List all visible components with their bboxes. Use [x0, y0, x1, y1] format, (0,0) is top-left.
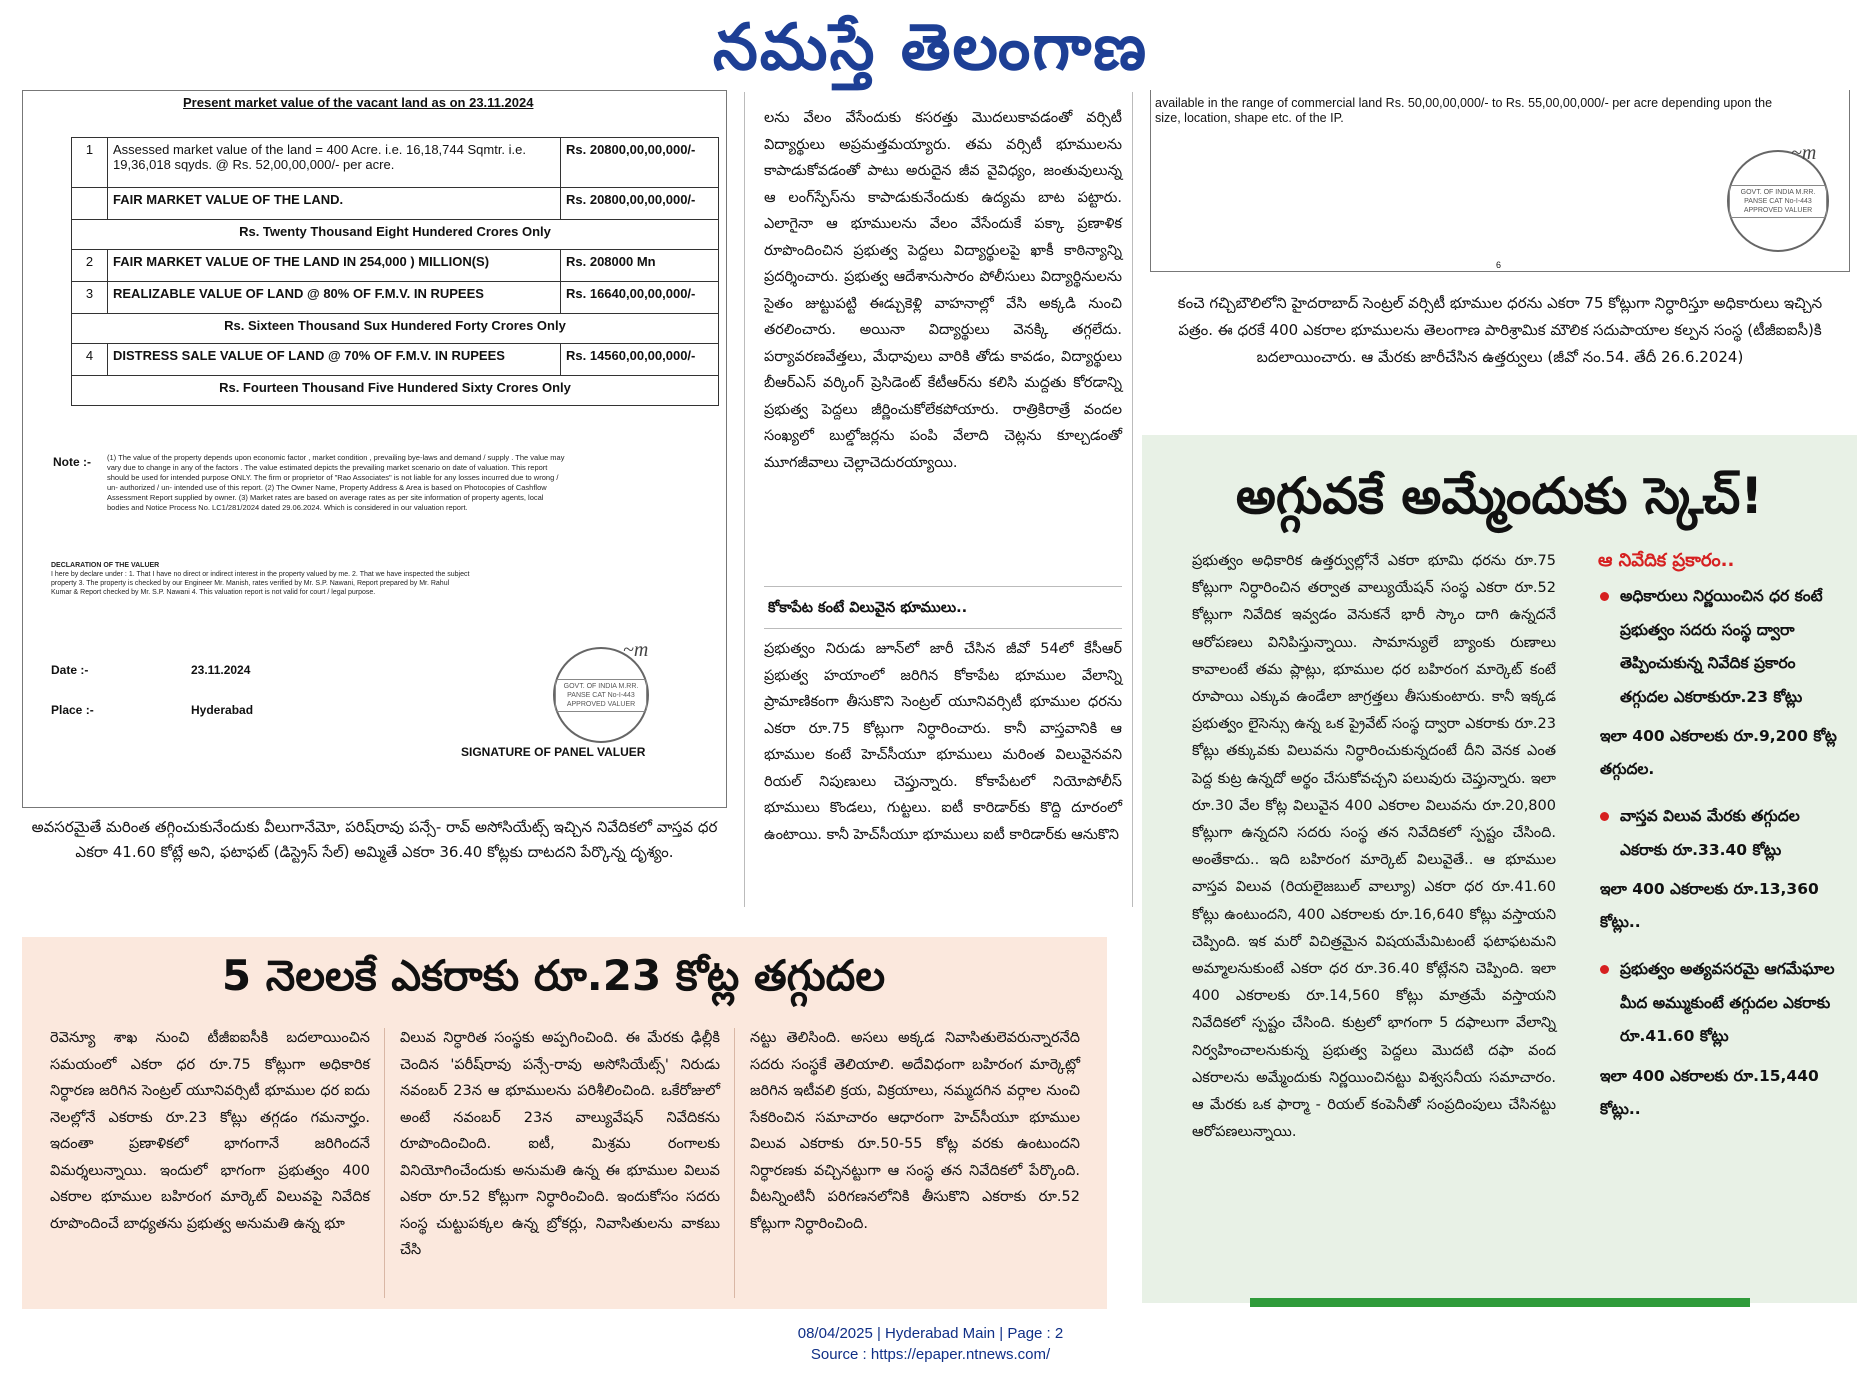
- green-accent-bar: [1250, 1298, 1750, 1307]
- bottom-story-column-1: రెవెన్యూ శాఖ నుంచి టీజీఐఐసీకి బదలాయించిన సమయంలో ఎకరా ధర రూ.75 కోట్లుగా అధికారిక నిర్ధారణ జరిగిన సెంట్రల్ యూనివర్సిటీ భూముల ధర ఐదు నెలల్లోనే ఎకరాకు రూ.23 కోట్లు తగ్గడం గమనార్హం. ఇదంతా ప్రణాళికలో భాగంగానే జరిగిందనే విమర్శలున్నాయి. ఇందులో భాగంగా ప్రభుత్వం 400 ఎకరాల భూముల బహిరంగ మార్కెట్ విలువపై నివేదిక రూపొందించే బాధ్యతను ప్రభుత్వ అనుమతి ఉన్న భూ: [50, 1030, 370, 1232]
- row-description: REALIZABLE VALUE OF LAND @ 80% OF F.M.V. IN RUPEES: [108, 282, 561, 314]
- row-description: FAIR MARKET VALUE OF THE LAND IN 254,000 ) MILLION(S): [108, 250, 561, 282]
- declaration-heading: DECLARATION OF THE VALUER: [51, 562, 160, 569]
- row-amount: Rs. 208000 Mn: [561, 250, 719, 282]
- bottom-story-headline: 5 నెలలకే ఎకరాకు రూ.23 కోట్ల తగ్గుదల: [221, 951, 886, 1000]
- summary-total: ఇలా 400 ఎకరాలకు రూ.9,200 కోట్ల తగ్గుదల.: [1600, 727, 1837, 778]
- sidebar-story-headline: అగ్గువకే అమ్మేందుకు స్కెచ్!: [1235, 467, 1764, 525]
- table-row-words: [72, 220, 719, 250]
- amount-in-words: Rs. Fourteen Thousand Five Hundered Sixty Crores Only: [72, 376, 719, 406]
- row-number: 3: [72, 282, 108, 314]
- place-value: Hyderabad: [191, 703, 254, 717]
- amount-in-words: Rs. Sixteen Thousand Sux Hundered Forty Crores Only: [72, 314, 719, 344]
- note-text: (1) The value of the property depends upon economic factor , market condition , prevailing bye-laws and demand / supply . The value may vary due to change in any of the factors . The value estimated depicts the prevailing market scenario on date of valuation. This report should be used for intended purpose ONLY. The firm or proprietor of "Rao Associates" is not liable for any losses incurred due to wrong / un- authorized / un- intended use of this report. (2) The Owner Name, Property Address & Area is based on Photocopies of Cashflow Assessment Report supplied by owner. (3) Market rates are based on average rates as per site information of property agents, local bodies and Notice Process No. LC1/281/2024 dated 29.06.2024. Which is considered in our valuation report.: [107, 453, 565, 512]
- row-amount: Rs. 20800,00,00,000/-: [561, 138, 719, 188]
- document-text: available in the range of commercial land Rs. 50,00,00,000/- to Rs. 55,00,00,000/- per acre depending upon the size, location, shape etc. of the IP.: [1155, 96, 1773, 125]
- row-amount: Rs. 16640,00,00,000/-: [561, 282, 719, 314]
- amount-in-words: Rs. Twenty Thousand Eight Hundered Crores Only: [72, 220, 719, 250]
- table-row: [72, 250, 719, 282]
- section-divider: [764, 628, 1122, 629]
- report-heading: Present market value of the vacant land as on 23.11.2024: [183, 95, 534, 110]
- note-label: Note :-: [53, 455, 91, 469]
- row-number: 1: [72, 138, 108, 188]
- summary-item: ప్రభుత్వం అత్యవసరమై ఆగమేఘాల మీద అమ్ముకుంటే తగ్గుదల ఎకరాకు రూ.41.60 కోట్లు: [1590, 953, 1845, 1054]
- table-row: [72, 282, 719, 314]
- date-label: Date :-: [51, 663, 89, 677]
- table-row-words: [72, 314, 719, 344]
- bottom-story-column-3: నట్టు తెలిసింది. అసలు అక్కడ నివాసితులెవరున్నారనేది సదరు సంస్థకే తెలియాలి. అదేవిధంగా బహిరంగ మార్కెట్లో జరిగిన ఇటీవలి క్రయ, విక్రయాలు, నమ్మదగిన వర్గాల నుంచి సేకరించిన సమాచారం ఆధారంగా హెచ్‌సీయూ భూముల విలువ ఎకరాకు రూ.50-55 కోట్ల వరకు ఉంటుందని నిర్ధారణకు వచ్చినట్టుగా ఆ సంస్థ తన నివేదికలో పేర్కొంది. వీటన్నింటినీ పరిగణనలోనికి తీసుకొని ఎకరాకు రూ.52 కోట్లుగా నిర్ధారించింది.: [750, 1030, 1080, 1232]
- right-image-caption: కంచె గచ్చిబౌలిలోని హైదరాబాద్ సెంట్రల్ వర్సిటీ భూముల ధరను ఎకరా 75 కోట్లుగా నిర్ధారిస్తూ అధికారులు ఇచ్చిన పత్రం. ఈ ధరకే 400 ఎకరాల భూములను తెలంగాణ పారిశ్రామిక మౌలిక సదుపాయాల కల్పన సంస్థ (టీజీఐఐసీ)కి బదలాయించారు. ఆ మేరకు జారీచేసిన ఉత్తర్వులు (జీవో నం.54. తేదీ 26.6.2024): [1177, 294, 1823, 366]
- summary-heading: ఆ నివేదిక ప్రకారం..: [1598, 550, 1735, 571]
- table-row: [72, 344, 719, 376]
- summary-total: ఇలా 400 ఎకరాలకు రూ.13,360 కోట్లు..: [1600, 880, 1819, 931]
- bottom-story-column-2: విలువ నిర్ధారిత సంస్థకు అప్పగించింది. ఈ మేరకు ఢిల్లీకి చెందిన 'పరీష్‌రావు పన్సే-రావు అసోసియేట్స్' నిరుడు నవంబర్ 23న ఆ భూములను పరిశీలించింది. ఒకేరోజులో అంటే నవంబర్ 23న వాల్యువేషన్ నివేదికను రూపొందించింది. ఐటీ, మిశ్రమ రంగాలకు వినియోగించేందుకు అనుమతి ఉన్న ఈ భూముల విలువ ఎకరా రూ.52 కోట్లుగా నిర్ధారించింది. ఇందుకోసం సదరు సంస్థ చుట్టుపక్కల ఉన్న బ్రోకర్లు, నివాసితులను వాకబు చేసి: [400, 1030, 720, 1258]
- middle-column-text-1: లను వేలం వేసేందుకు కసరత్తు మొదలుకావడంతో వర్సిటీ విద్యార్థులు అప్రమత్తమయ్యారు. తమ వర్సిటీ భూములను కాపాడుకోవడంతో పాటు అరుదైన జీవ వైవిధ్యం, జంతువులున్న ఆ లంగ్‌స్పేస్‌ను కాపాడుకునేందుకు ఉద్యమ బాట పట్టారు. ఎలాగైనా ఆ భూములను వేలం వేసేందుకే పక్కా ప్రణాళిక రూపొందించిన ప్రభుత్వ పెద్దలు విద్యార్థులపై ఖాకీ కాఠిన్యాన్ని ప్రదర్శించారు. ప్రభుత్వ ఆదేశానుసారం పోలీసులు విద్యార్థినులను సైతం జుట్టుపట్టి ఈడ్చుకెళ్లి వాహనాల్లో వేసి అక్కడి నుంచి తరలించారు. అయినా విద్యార్థులు వెనక్కి తగ్గలేదు. పర్యావరణవేత్తలు, మేధావులు వారికి తోడు కావడం, విద్యార్థులు బీఆర్‌ఎస్ వర్కింగ్ ప్రెసిడెంట్ కేటీఆర్‌ను కలిసి మద్దతు కోరడాన్ని ప్రభుత్వ పెద్దలు జీర్ణించుకోలేకపోయారు. రాత్రికిరాత్రే వందల సంఖ్యలో బుల్డోజర్లను పంపి వేలాది చెట్లను కూల్చడంతో మూగజీవాలు చెల్లాచెదురయ్యాయి.: [764, 110, 1122, 471]
- row-description: DISTRESS SALE VALUE OF LAND @ 70% OF F.M.V. IN RUPEES: [108, 344, 561, 376]
- row-amount: Rs. 20800,00,00,000/-: [561, 188, 719, 220]
- signature-label: SIGNATURE OF PANEL VALUER: [461, 745, 646, 759]
- row-number: [72, 188, 108, 220]
- government-order-image: [1150, 90, 1850, 272]
- column-divider: [384, 1028, 385, 1298]
- row-description: FAIR MARKET VALUE OF THE LAND.: [108, 188, 561, 220]
- seal-text: GOVT. OF INDIA M.RR. PANSE CAT No-I-443 APPROVED VALUER: [1729, 185, 1827, 218]
- date-value: 23.11.2024: [191, 663, 251, 677]
- seal-text: GOVT. OF INDIA M.RR. PANSE CAT No-I-443 APPROVED VALUER: [555, 679, 647, 712]
- signature-mark: ~m: [1791, 142, 1817, 164]
- table-row: [72, 138, 719, 188]
- place-label: Place :-: [51, 703, 94, 717]
- valuer-seal: [1727, 150, 1829, 252]
- summary-item: వాస్తవ విలువ మేరకు తగ్గుదల ఎకరాకు రూ.33.40 కోట్లు: [1590, 800, 1845, 867]
- sidebar-story-body: ప్రభుత్వం అధికారిక ఉత్తర్వుల్లోనే ఎకరా భూమి ధరను రూ.75 కోట్లుగా నిర్ధారించిన తర్వాత వాల్యుయేషన్ సంస్థ ఎకరా రూ.52 కోట్లుగా నివేదిక ఇవ్వడం వెనుకనే భారీ స్కాం దాగి ఉన్నదనే ఆరోపణలు వినిపిస్తున్నాయి. సామాన్యులే బ్యాంకు రుణాలు కావాలంటే తమ ప్లాట్లు, భూముల ధర బహిరంగ మార్కెట్ కంటే రూపాయి ఎక్కువ ఉండేలా జాగ్రత్తలు తీసుకుంటారు. కానీ ఇక్కడ ప్రభుత్వం లైసెన్సు ఉన్న ఒక ప్రైవేట్ సంస్థ ద్వారా ఎకరాకు రూ.23 కోట్లు తక్కువకు విలువను నిర్ధారించుకున్నదంటే దీని వెనక ఎంత పెద్ద కుట్ర ఉన్నదో అర్థం చేసుకోవచ్చని పలువురు చెప్తున్నారు. ఇలా రూ.30 వేల కోట్ల విలువైన 400 ఎకరాల విలువను రూ.20,800 కోట్లుగా ఉన్నదని సదరు సంస్థ తన నివేదికలో స్పష్టం చేసింది. అంతేకాదు.. ఇది బహిరంగ మార్కెట్ విలువైతే.. ఆ భూముల వాస్తవ విలువ (రియలైజబుల్ వాల్యూ) ఎకరా ధర రూ.41.60 కోట్లు ఉంటుందని, 400 ఎకరాలకు రూ.16,640 కోట్లు వస్తాయని చెప్పింది. ఇక మరో విచిత్రమైన విషయమేమిటంటే ఫటాఫటమని అమ్మాలనుకుంటే ఎకరా ధర రూ.36.40 కోట్లేనని చెప్పింది. ఇలా 400 ఎకరాలకు రూ.14,560 కోట్లు మాత్రమే వస్తాయని నివేదికలో స్పష్టం చేసింది. కుట్రలో భాగంగా 5 దఫాలుగా వేలాన్ని నిర్వహించాలనుకున్న ప్రభుత్వ పెద్దలు మొదటి దఫా వంద ఎకరాలను అమ్మేందుకు నిర్ణయించినట్టు విశ్వసనీయ సమాచారం. ఆ మేరకు ఒక ఫార్మా - రియల్ కంపెనీతో సంప్రదింపులు చేసినట్టు ఆరోపణలున్నాయి.: [1192, 553, 1556, 1141]
- page-footer-info: 08/04/2025 | Hyderabad Main | Page : 2: [797, 1325, 1064, 1342]
- summary-total: ఇలా 400 ఎకరాలకు రూ.15,440 కోట్లు..: [1600, 1066, 1819, 1118]
- table-row: [72, 188, 719, 220]
- column-divider: [734, 1028, 735, 1298]
- document-page-number: 6: [1496, 260, 1502, 270]
- masthead-logo: నమస్తే తెలంగాణ: [712, 11, 1149, 85]
- column-divider: [1132, 92, 1133, 907]
- middle-subheading: కోకాపేట కంటే విలువైన భూములు..: [768, 600, 968, 616]
- declaration-text: I here by declare under : 1. That I have no direct or indirect interest in the property valued by me. 2. That we have inspected the subject property 3. The property is checked by our Engineer Mr. Manish, rates verified by Mr. S.P. Nawani, Report prepared by Mr. Rahul Kumar & Report checked by Mr. S.P. Nawani 4. This valuation report is not valid for court / legal purpose.: [51, 571, 470, 596]
- table-row-words: [72, 376, 719, 406]
- middle-column-text-2: ప్రభుత్వం నిరుడు జూన్‌లో జారీ చేసిన జీవో 54లో కేసీఆర్ ప్రభుత్వ హయాంలో జరిగిన కోకాపేట భూముల వేలాన్ని ప్రామాణికంగా తీసుకొని సెంట్రల్ యూనివర్సిటీ భూముల ధరను ఎకరా రూ.75 కోట్లుగా నిర్ధారించారు. కానీ వాస్తవానికి ఆ భూముల కంటే హెచ్‌సీయూ భూములు మరింత విలువైనవని రియల్ నిపుణులు చెప్తున్నారు. కోకాపేటలో నియోపోలీస్ భూములు కొండలు, గుట్టలు. ఐటీ కారిడార్‌కు కొద్ది దూరంలో ఉంటాయి. కానీ హెచ్‌సీయూ భూములు ఐటీ కారిడార్‌కు ఆనుకొని: [764, 641, 1122, 843]
- valuation-report-image: [22, 90, 727, 808]
- left-image-caption: అవసరమైతే మరింత తగ్గించుకునేందుకు వీలుగానేమో, పరిష్‌రావు పన్సే- రావ్ అసోసియేట్స్ ఇచ్చిన నివేదికలో వాస్తవ ధర ఎకరా 41.60 కోట్లే అని, ఫటాఫట్ (డిస్ట్రెస్ సేల్) అమ్మితే ఎకరా 36.40 కోట్లకు దాటదని పేర్కొన్న దృశ్యం.: [31, 818, 718, 861]
- report-summary-list: [1590, 548, 1845, 1140]
- summary-item: అధికారులు నిర్ణయించిన ధర కంటే ప్రభుత్వం సదరు సంస్థ ద్వారా తెప్పించుకున్న నివేదిక ప్రకారం తగ్గుదల ఎకరాకురూ.23 కోట్లు: [1590, 580, 1845, 714]
- signature-mark: ~m: [623, 639, 649, 661]
- valuation-table: [71, 137, 719, 406]
- row-description: Assessed market value of the land = 400 Acre. i.e. 16,18,744 Sqmtr. i.e. 19,36,018 sqyds. @ Rs. 52,00,00,000/- per acre.: [108, 138, 561, 188]
- section-divider: [764, 586, 1122, 587]
- row-number: 4: [72, 344, 108, 376]
- page-footer-source: Source : https://epaper.ntnews.com/: [810, 1346, 1051, 1363]
- declaration: [51, 561, 471, 597]
- column-divider: [744, 92, 745, 907]
- row-number: 2: [72, 250, 108, 282]
- row-amount: Rs. 14560,00,00,000/-: [561, 344, 719, 376]
